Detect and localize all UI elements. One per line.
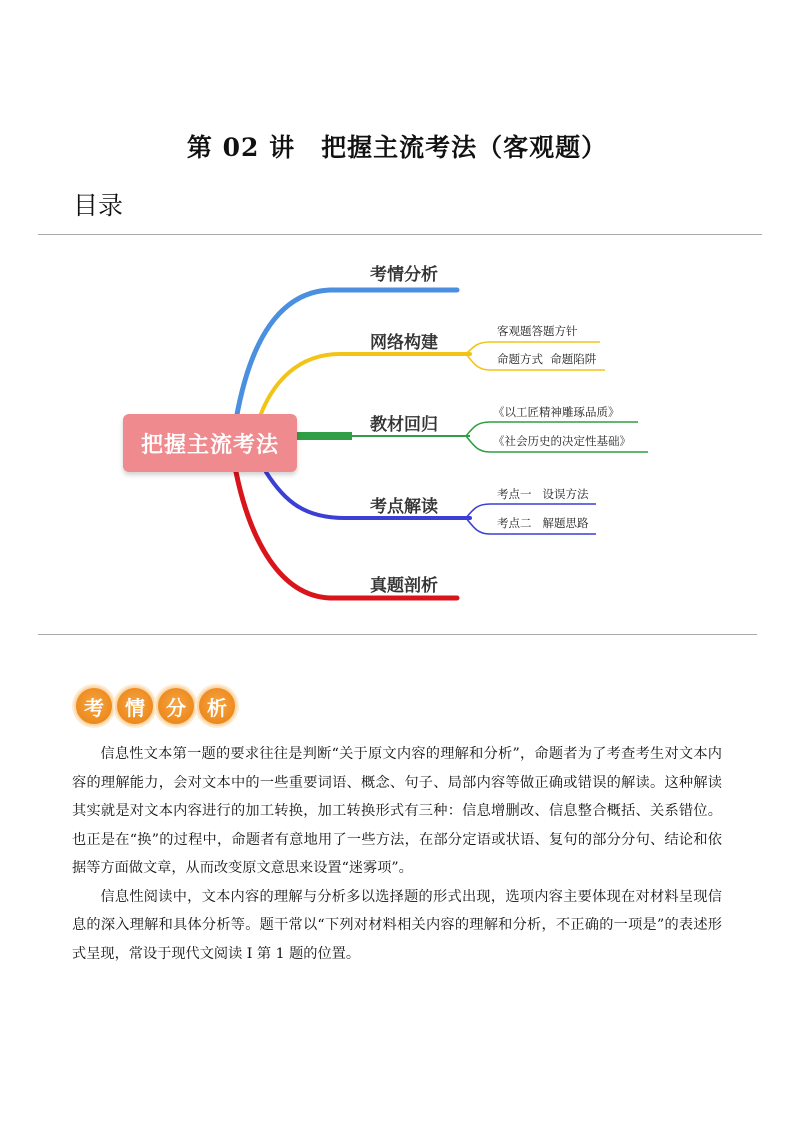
mindmap bbox=[0, 240, 794, 630]
sub-jiaocai-2: 《社会历史的决定性基础》 bbox=[493, 434, 631, 448]
branch-wangluo: 网络构建 bbox=[370, 333, 438, 353]
section-badge bbox=[74, 686, 237, 726]
paragraph-2: 信息性阅读中，文本内容的理解与分析多以选择题的形式出现，选项内容主要体现在对材料呈现信息的深入理解和具体分析等。题干常以“下列对材料相关内容的理解和分析，不正确的一项是”的表述形式呈现，常设于现代文阅读 I 第 1 题的位置。 bbox=[72, 888, 722, 962]
top-divider bbox=[38, 234, 762, 235]
badge-char-4: 析 bbox=[197, 686, 237, 726]
branch-kaoqing: 考情分析 bbox=[370, 265, 438, 285]
paragraph-1: 信息性文本第一题的要求往往是判断“关于原文内容的理解和分析”，命题者为了考查考生对文本内容的理解能力，会对文本中的一些重要词语、概念、句子、局部内容等做正确或错误的解读。这种解读其实就是对文本内容进行的加工转换，加工转换形式有三种：信息增删改、信息整合概括、关系错位。也正是在“换”的过程中，命题者有意地用了一些方法，在部分定语或状语、复句的部分分句、结论和依据等方面做文章，从而改变原文意思来设置“迷雾项”。 bbox=[72, 746, 722, 876]
bottom-divider bbox=[38, 634, 757, 635]
sub-kaodian-2: 考点二 解题思路 bbox=[497, 516, 589, 530]
sub-jiaocai-1: 《以工匠精神雕琢品质》 bbox=[493, 405, 620, 419]
branch-line-kaodian bbox=[266, 472, 470, 518]
badge-char-1: 考 bbox=[74, 686, 114, 726]
toc-heading: 目录 bbox=[73, 191, 124, 220]
badge-char-2: 情 bbox=[115, 686, 155, 726]
sub-wangluo-2: 命题方式 命题陷阱 bbox=[497, 352, 597, 366]
branch-zhenti: 真题剖析 bbox=[370, 576, 438, 596]
branch-jiaocai: 教材回归 bbox=[370, 415, 438, 435]
sub-kaodian-1: 考点一 设误方法 bbox=[497, 487, 589, 501]
mindmap-root: 把握主流考法 bbox=[123, 414, 297, 472]
section-body bbox=[72, 740, 722, 968]
badge-char-3: 分 bbox=[156, 686, 196, 726]
sub-wangluo-1: 客观题答题方针 bbox=[497, 324, 578, 338]
branch-kaodian: 考点解读 bbox=[370, 497, 438, 517]
document-title: 第 02 讲 把握主流考法（客观题） bbox=[186, 133, 608, 162]
branch-line-wangluo bbox=[258, 354, 470, 422]
